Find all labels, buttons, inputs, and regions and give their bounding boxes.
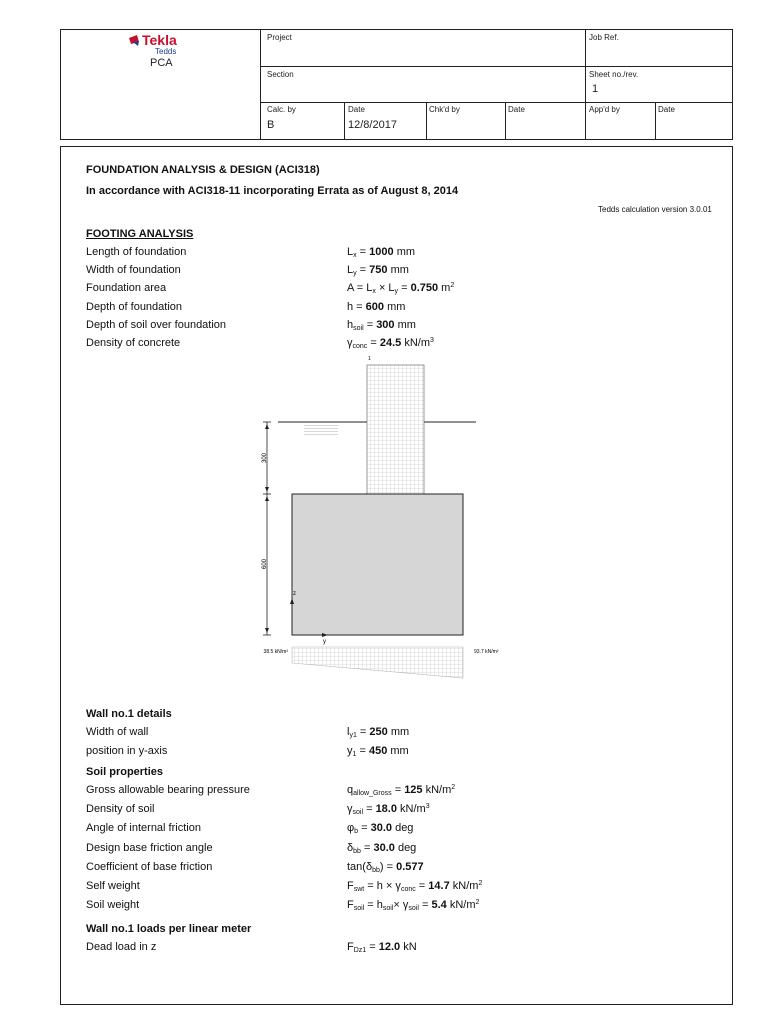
sheet-label: Sheet no./rev. [589, 70, 639, 79]
section-label: Section [267, 70, 294, 79]
version-note: Tedds calculation version 3.0.01 [598, 205, 712, 214]
property-unit: mm [387, 726, 410, 738]
property-label: Dead load in z [86, 941, 157, 953]
property-unit: deg [394, 841, 417, 854]
property-unit: mm [384, 300, 406, 313]
property-formula: $L_y = 750$ mm [347, 264, 409, 278]
property-value: 24.5 [379, 337, 402, 349]
logo-text: Tekla [142, 32, 177, 48]
property-unit: kN [400, 941, 417, 953]
property-formula: $L_x = 1000$ mm [347, 246, 416, 259]
pressure-diagram [292, 647, 463, 678]
property-label: Depth of foundation [86, 300, 183, 313]
property-formula: $\varphi_b = 30.0$ deg [347, 822, 414, 836]
property-unit: mm [393, 246, 416, 258]
property-value: 600 [365, 300, 385, 313]
doc-subtitle: In accordance with ACI318-11 incorporating Errata as of August 8, 2014 [86, 185, 459, 197]
date3-label: Date [658, 105, 675, 114]
property-unit: kN/m [422, 784, 452, 796]
property-label: Self weight [86, 880, 140, 892]
footing-block [292, 494, 463, 635]
property-label: Coefficient of base friction [86, 860, 213, 873]
property-unit: kN/m [446, 899, 476, 912]
property-unit: kN/m [396, 803, 426, 816]
property-unit: mm [387, 744, 409, 757]
property-value: 18.0 [375, 803, 397, 816]
property-label: Soil weight [86, 899, 140, 912]
property-unit: kN/m [401, 337, 430, 349]
property-label: Gross allowable bearing pressure [86, 784, 250, 796]
chkd-by-label: Chk'd by [429, 105, 460, 114]
property-label: position in y-axis [86, 744, 168, 757]
sheet-value: 1 [592, 83, 599, 95]
date2-label: Date [508, 105, 525, 114]
project-label: Project [267, 33, 292, 42]
date-value: 12/8/2017 [348, 119, 397, 131]
property-unit: kN/m [449, 880, 479, 892]
property-value: 750 [369, 264, 388, 277]
doc-title: FOUNDATION ANALYSIS & DESIGN (ACI318) [86, 164, 320, 176]
property-formula: $F_{Dz1} = 12.0$ kN [347, 941, 417, 954]
soil-heading: Soil properties [86, 766, 164, 778]
pressure-left: 38.5 kN/m² [263, 649, 288, 655]
calc-by-label: Calc. by [267, 105, 296, 114]
axis-z: z [293, 591, 296, 597]
property-label: Width of foundation [86, 264, 181, 277]
property-value: 300 [376, 318, 395, 331]
property-label: Density of soil [86, 803, 155, 816]
dim-found: 600 [262, 558, 268, 570]
property-unit: mm [387, 264, 409, 277]
property-label: Design base friction angle [86, 841, 213, 854]
dim-soil: 300 [262, 452, 268, 464]
property-value: 250 [369, 726, 388, 738]
job-ref-label: Job Ref. [589, 33, 619, 42]
property-value: 125 [404, 784, 423, 796]
property-formula: $A = L_x \times L_y = 0.750$ $m^2$ [347, 282, 455, 296]
property-formula: $y_1 = 450$ mm [347, 744, 409, 758]
property-value: 450 [368, 744, 388, 757]
header-table [60, 29, 733, 140]
property-value: 12.0 [378, 941, 401, 953]
footing-diagram [230, 352, 530, 687]
property-value: 30.0 [370, 822, 393, 835]
property-label: Angle of internal friction [86, 822, 201, 835]
soil-hatch [304, 423, 338, 436]
property-formula: $q_{allow\_Gross} = 125$ $kN/m^2$ [347, 784, 456, 797]
date-label: Date [348, 105, 365, 114]
property-formula: $\delta_{bb} = 30.0$ deg [347, 841, 417, 855]
property-value: 0.577 [396, 860, 424, 873]
property-formula: $\tan(\delta_{bb}) = 0.577$ [347, 860, 424, 874]
wall-1 [367, 365, 424, 494]
axis-y: y [323, 639, 326, 645]
calc-by-value: B [267, 119, 275, 131]
property-label: Length of foundation [86, 246, 187, 258]
property-unit: deg [392, 822, 414, 835]
pressure-right: 93.7 kN/m² [474, 649, 499, 655]
property-formula: $\gamma_{soil} = 18.0$ $kN/m^3$ [347, 803, 430, 817]
property-value: 5.4 [431, 899, 447, 912]
appd-by-label: App'd by [589, 105, 620, 114]
logo-sub: Tedds [155, 47, 177, 56]
property-value: 14.7 [428, 880, 450, 892]
property-label: Density of concrete [86, 337, 181, 349]
property-formula: $h_{soil} = 300$ mm [347, 318, 416, 332]
property-value: 0.750 [410, 282, 439, 295]
loads-heading: Wall no.1 loads per linear meter [86, 923, 252, 935]
property-label: Depth of soil over foundation [86, 318, 227, 331]
property-label: Width of wall [86, 726, 149, 738]
company-name: PCA [150, 57, 173, 69]
property-formula: $l_{y1} = 250$ mm [347, 726, 410, 739]
property-unit: mm [394, 318, 416, 331]
wall-heading: Wall no.1 details [86, 708, 172, 720]
property-formula: h = 600 mm [347, 300, 406, 313]
property-formula: $F_{swt} = h \times \gamma_{conc} = 14.7$ $kN/m^2$ [347, 880, 483, 893]
property-formula: $\gamma_{conc} = 24.5$ $kN/m^3$ [347, 337, 434, 350]
property-formula: $F_{soil} = h_{soil}\times \gamma_{soil} = 5.4$ $kN/m^2$ [347, 899, 480, 913]
property-label: Foundation area [86, 282, 167, 295]
wall-label: 1 [368, 356, 371, 362]
footing-heading: FOOTING ANALYSIS [86, 228, 194, 240]
property-value: 30.0 [373, 841, 395, 854]
property-value: 1000 [369, 246, 394, 258]
property-unit: m [438, 282, 451, 295]
